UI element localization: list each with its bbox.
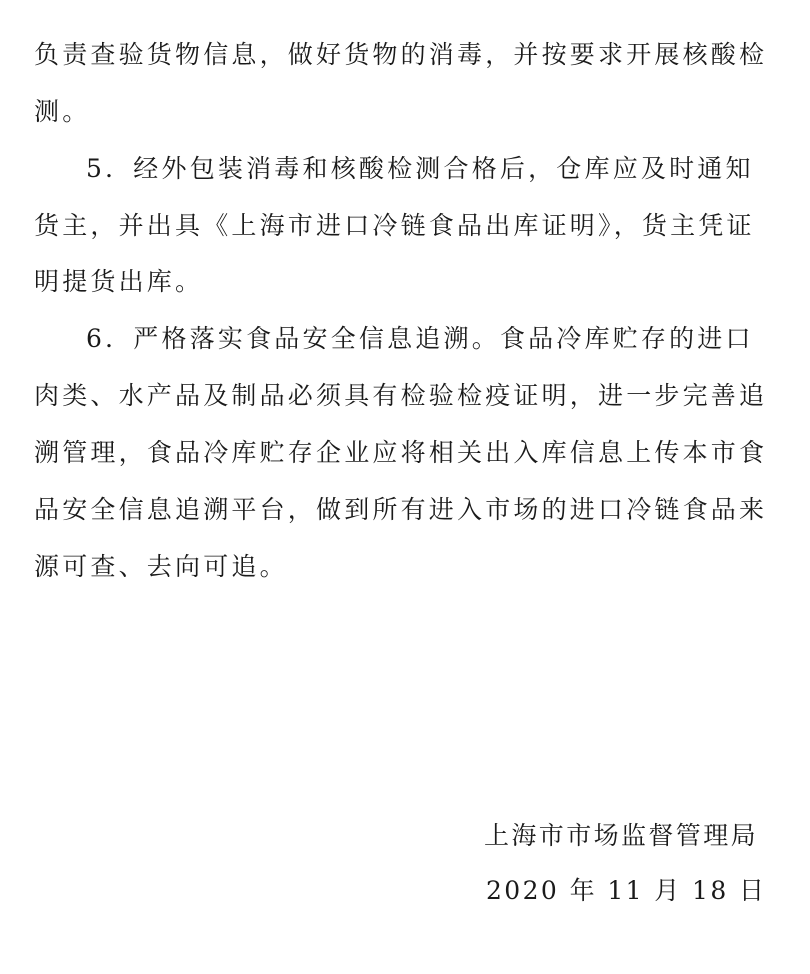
paragraph-line: 货主，并出具《上海市进口冷链食品出库证明》，货主凭证 [34,211,755,240]
paragraph-line: 明提货出库。 [34,267,204,296]
paragraph-line: 测。 [34,97,91,126]
signature-date: 2020 年 11 月 18 日 [486,876,767,905]
paragraph-line: 肉类、水产品及制品必须具有检验检疫证明，进一步完善追 [34,381,768,410]
paragraph-line: 6．严格落实食品安全信息追溯。食品冷库贮存的进口 [86,324,754,353]
signature-organization: 上海市市场监督管理局 [484,821,759,850]
paragraph-line: 源可查、去向可追。 [34,552,288,581]
paragraph-line: 溯管理，食品冷库贮存企业应将相关出入库信息上传本市食 [34,438,768,467]
paragraph-line: 5．经外包装消毒和核酸检测合格后，仓库应及时通知 [86,154,754,183]
paragraph-line: 品安全信息追溯平台，做到所有进入市场的进口冷链食品来 [34,495,768,524]
paragraph-line: 负责查验货物信息，做好货物的消毒，并按要求开展核酸检 [34,40,768,69]
